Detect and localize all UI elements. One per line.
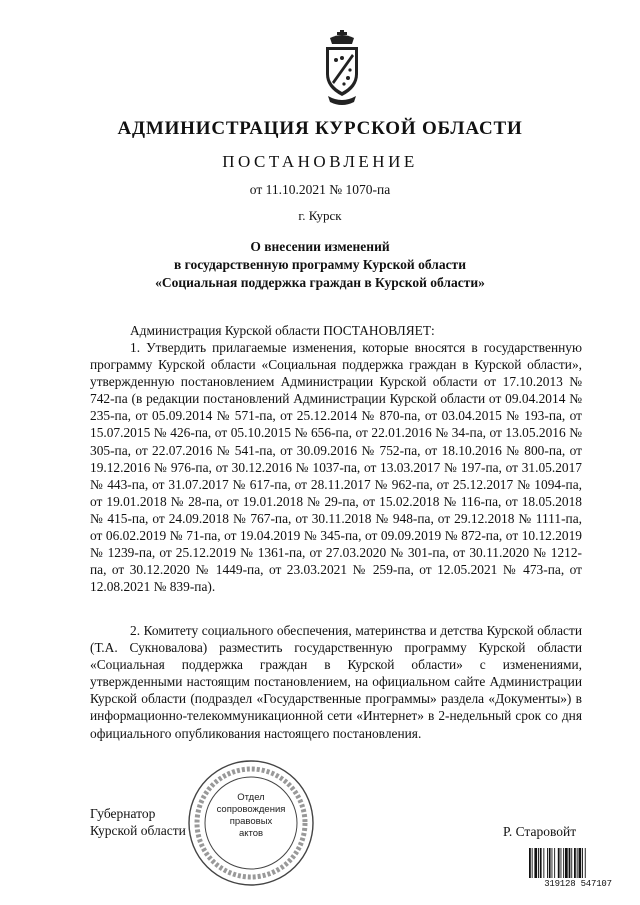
stamp-line-3: правовых <box>229 816 273 827</box>
barcode-bar <box>585 848 586 878</box>
stamp-line-2: сопровождения <box>216 804 286 815</box>
coat-of-arms-icon <box>320 30 364 108</box>
document-title-line-3: «Социальная поддержка граждан в Курской области» <box>155 275 485 290</box>
barcode-bar <box>561 848 562 878</box>
signatory-position-line-2: Курской области <box>90 823 186 838</box>
resolution-paragraph-1 <box>90 339 582 595</box>
barcode-bar <box>579 848 582 878</box>
barcode-bar <box>558 848 560 878</box>
document-type: ПОСТАНОВЛЕНИЕ <box>222 152 418 171</box>
barcode-bar <box>554 848 555 878</box>
barcode-bar <box>582 848 583 878</box>
barcode-bar <box>543 848 544 878</box>
document-place: г. Курск <box>298 208 342 223</box>
barcode-bar <box>565 848 568 878</box>
barcode-number: 319128 547107 <box>544 879 612 889</box>
document-date-number: от 11.10.2021 № 1070-па <box>249 182 391 197</box>
paragraph-1-text: 1. Утвердить прилагаемые изменения, которые вносятся в государственную программу Курской области «Социальная поддержка граждан в Курской области», утвержденную постановлением Администрации Курской области от 17.10.2013 № 742-па (в редакции постановлений Администрации Курской области от 09.04.2014 № 235-па, от 05.09.2014 № 571-па, от 25.12.2014 № 870-па, от 03.04.2015 № 193-па, от 15.07.2015 № 426-па, от 05.10.2015 № 656-па, от 22.01.2016 № 34-па, от 13.05.2016 № 305-па, от 22.07.2016 № 541-па, от 30.09.2016 № 752-па, от 18.10.2016 № 800-па, от 19.12.2016 № 976-па, от 30.12.2016 № 1037-па, от 13.03.2017 № 197-па, от 31.05.2017 № 443-па, от 31.07.2017 № 617-па, от 28.11.2017 № 962-па, от 25.12.2017 № 1094-па, от 19.01.2018 № 28-па, от 19.01.2018 № 29-па, от 15.02.2018 № 116-па, от 18.05.2018 № 415-па, от 24.09.2018 № 767-па, от 30.11.2018 № 948-па, от 29.12.2018 № 1111-па, от 06.02.2019 № 71-па, от 19.04.2019 № 345-па, от 09.09.2019 № 872-па, от 10.12.2019 № 1239-па, от 25.12.2019 № 1361-па, от 27.03.2020 № 301-па, от 30.11.2020 № 1212-па, от 30.12.2020 № 1449-па, от 23.03.2021 № 259-па, от 12.05.2021 № 473-па, от 12.08.2021 № 839-па). <box>90 340 582 595</box>
authority-name: АДМИНИСТРАЦИЯ КУРСКОЙ ОБЛАСТИ <box>117 118 523 139</box>
barcode-bar <box>547 848 548 878</box>
intro-text: Администрация Курской области ПОСТАНОВЛЯЕТ: <box>130 323 435 338</box>
barcode-bar <box>534 848 537 878</box>
resolution-paragraph-2 <box>90 622 582 742</box>
paragraph-2-text: 2. Комитету социального обеспечения, материнства и детства Курской области (Т.А. Сукновалова) разместить государственную программу Курской области «Социальная поддержка граждан в Курской области» с изменениями, утвержденными настоящим постановлением, на официальном сайте Администрации Курской области (подраздел «Государственные программы» раздела «Документы») в информационно-телекоммуникационной сети «Интернет» в 2-недельный срок со дня официального опубликования настоящего постановления. <box>90 623 582 741</box>
barcode-bar <box>574 848 576 878</box>
signatory-name: Р. Старовойт <box>503 824 577 839</box>
stamp-line-4: актов <box>238 828 264 839</box>
barcode-bar <box>569 848 571 878</box>
barcode-bar <box>549 848 551 878</box>
barcode-bar <box>571 848 572 878</box>
document-title-line-2: в государственную программу Курской области <box>174 257 466 272</box>
signatory-position <box>90 805 186 839</box>
signatory-position-line-1: Губернатор <box>90 806 156 821</box>
resolution-intro <box>90 322 582 339</box>
barcode-bar <box>552 848 553 878</box>
document-title-line-1: О внесении изменений <box>250 239 390 254</box>
stamp-label <box>186 792 316 840</box>
barcode-bar <box>540 848 542 878</box>
barcode-bar <box>563 848 564 878</box>
barcode-bar <box>538 848 539 878</box>
stamp-line-1: Отдел <box>237 792 265 803</box>
barcode-bar <box>577 848 578 878</box>
barcode-icon <box>528 848 628 878</box>
barcode-bar <box>532 848 533 878</box>
barcode-bar <box>529 848 531 878</box>
